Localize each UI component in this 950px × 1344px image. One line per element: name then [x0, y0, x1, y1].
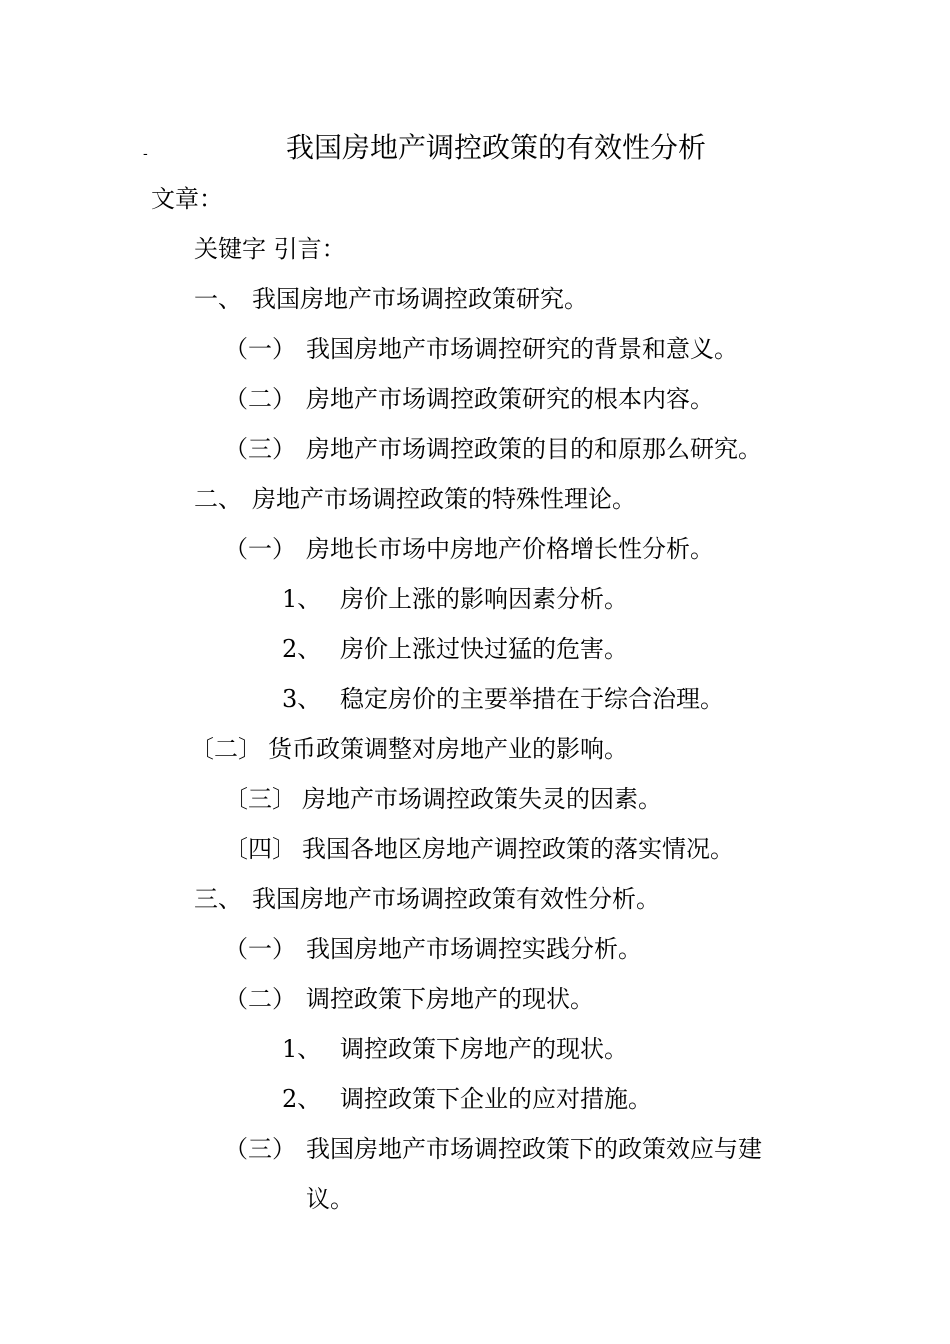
outline-text: 我国房地产市场调控实践分析。: [306, 935, 642, 963]
outline-marker: 2、: [282, 635, 322, 663]
outline-marker: （一）: [224, 535, 296, 563]
outline-marker: 〔四〕: [224, 835, 296, 863]
outline-text: 房价上涨的影响因素分析。: [340, 585, 628, 613]
outline-text: 货币政策调整对房地产业的影响。: [268, 735, 628, 763]
article-label: 文章：: [151, 185, 223, 213]
outline-text: 我国房地产市场调控政策研究。: [252, 285, 588, 313]
outline-text: 调控政策下房地产的现状。: [306, 985, 594, 1013]
outline-text: 房地产市场调控政策的目的和原那么研究。: [306, 435, 762, 463]
outline-marker: 3、: [282, 685, 322, 713]
header-mark: -: [143, 146, 148, 162]
outline-marker: 一、: [194, 285, 242, 313]
document-title: 我国房地产调控政策的有效性分析: [286, 131, 707, 164]
outline-text: 我国房地产市场调控政策有效性分析。: [252, 885, 660, 913]
keywords-intro-label: 关键字 引言：: [194, 235, 346, 263]
outline-marker: （一）: [224, 935, 296, 963]
outline-marker: 〔三〕: [224, 785, 296, 813]
outline-text: 我国各地区房地产调控政策的落实情况。: [302, 835, 734, 863]
outline-text: 调控政策下房地产的现状。: [340, 1035, 628, 1063]
outline-text: 议。: [306, 1185, 354, 1213]
outline-text: 房价上涨过快过猛的危害。: [340, 635, 628, 663]
outline-marker: 1、: [282, 585, 322, 613]
outline-text: 房地产市场调控政策的特殊性理论。: [252, 485, 636, 513]
outline-text: 房地产市场调控政策失灵的因素。: [302, 785, 662, 813]
outline-marker: 2、: [282, 1085, 322, 1113]
outline-text: 房地长市场中房地产价格增长性分析。: [306, 535, 714, 563]
outline-marker: 二、: [194, 485, 242, 513]
outline-marker: （二）: [224, 385, 296, 413]
outline-marker: （一）: [224, 335, 296, 363]
outline-text: 我国房地产市场调控研究的背景和意义。: [306, 335, 738, 363]
outline-marker: （三）: [224, 435, 296, 463]
outline-marker: 〔二〕: [190, 735, 262, 763]
outline-text: 房地产市场调控政策研究的根本内容。: [306, 385, 714, 413]
outline-marker: （三）: [224, 1135, 296, 1163]
outline-marker: 1、: [282, 1035, 322, 1063]
outline-text: 我国房地产市场调控政策下的政策效应与建: [306, 1135, 762, 1163]
outline-text: 稳定房价的主要举措在于综合治理。: [340, 685, 724, 713]
outline-text: 调控政策下企业的应对措施。: [340, 1085, 652, 1113]
outline-marker: （二）: [224, 985, 296, 1013]
outline-marker: 三、: [194, 885, 242, 913]
